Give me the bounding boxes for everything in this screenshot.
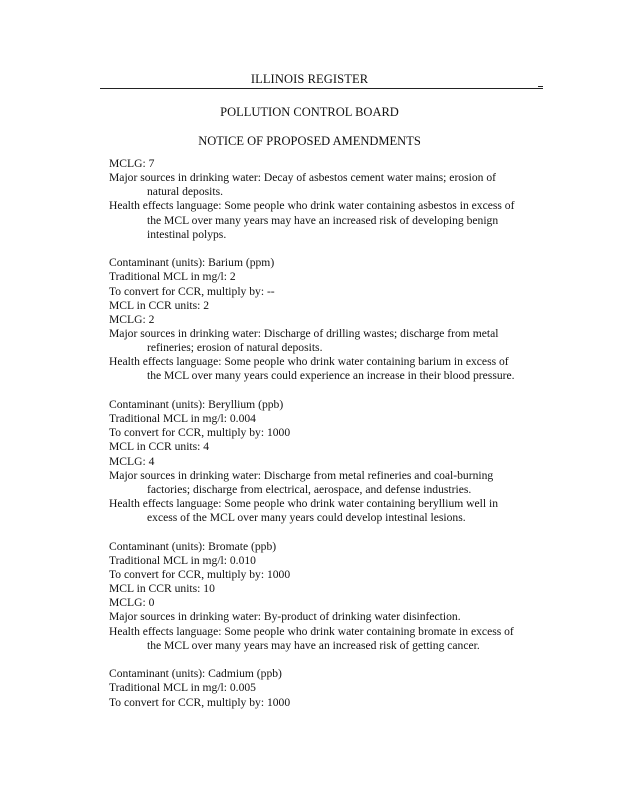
section-gap	[109, 525, 549, 539]
asbestos-sources-line-1: Major sources in drinking water: Decay of asbestos cement water mains; erosion of	[109, 171, 496, 185]
beryllium-ccr-units: MCL in CCR units: 4	[109, 440, 210, 454]
beryllium-contaminant: Contaminant (units): Beryllium (ppb)	[109, 397, 284, 411]
cadmium-convert-factor: To convert for CCR, multiply by: 1000	[109, 695, 291, 709]
barium-contaminant: Contaminant (units): Barium (ppm)	[109, 256, 275, 270]
bromate-convert-factor: To convert for CCR, multiply by: 1000	[109, 567, 291, 581]
beryllium-sources-line-1: Major sources in drinking water: Discharge from metal refineries and coal-burning	[109, 468, 494, 482]
asbestos-health-line-3: intestinal polyps.	[147, 227, 227, 241]
board-heading: POLLUTION CONTROL BOARD	[220, 105, 399, 119]
beryllium-health-line-1: Health effects language: Some people who drink water containing beryllium well in	[109, 497, 499, 511]
bromate-ccr-units: MCL in CCR units: 10	[109, 582, 215, 596]
cadmium-block	[109, 667, 549, 709]
bromate-traditional-mcl: Traditional MCL in mg/l: 0.010	[109, 553, 256, 567]
cadmium-traditional-mcl: Traditional MCL in mg/l: 0.005	[109, 681, 256, 695]
bromate-contaminant: Contaminant (units): Bromate (ppb)	[109, 539, 277, 553]
document-body	[109, 157, 549, 710]
bromate-sources-line-1: Major sources in drinking water: By-product of drinking water disinfection.	[109, 610, 461, 624]
barium-health-line-2: the MCL over many years could experience an increase in their blood pressure.	[147, 369, 515, 383]
bromate-mclg: MCLG: 0	[109, 596, 155, 610]
cadmium-contaminant: Contaminant (units): Cadmium (ppb)	[109, 667, 282, 681]
section-gap	[109, 242, 549, 256]
barium-traditional-mcl: Traditional MCL in mg/l: 2	[109, 270, 236, 284]
barium-block	[109, 256, 549, 383]
beryllium-sources-line-2: factories; discharge from electrical, aerospace, and defense industries.	[147, 482, 472, 496]
barium-convert-factor: To convert for CCR, multiply by: --	[109, 284, 275, 298]
header-rule	[100, 88, 543, 89]
section-gap	[109, 384, 549, 398]
asbestos-mclg: MCLG: 7	[109, 157, 155, 170]
register-title: ILLINOIS REGISTER	[250, 72, 369, 86]
bromate-health-line-1: Health effects language: Some people who drink water containing bromate in excess of	[109, 624, 514, 638]
bromate-health-line-2: the MCL over many years may have an increased risk of getting cancer.	[147, 638, 480, 652]
bromate-block	[109, 540, 549, 653]
section-gap	[109, 653, 549, 667]
header-rule-tick	[538, 86, 543, 87]
beryllium-convert-factor: To convert for CCR, multiply by: 1000	[109, 426, 291, 440]
beryllium-health-line-2: excess of the MCL over many years could develop intestinal lesions.	[147, 511, 466, 525]
asbestos-health-line-1: Health effects language: Some people who drink water containing asbestos in excess of	[109, 199, 515, 213]
notice-heading: NOTICE OF PROPOSED AMENDMENTS	[198, 134, 421, 148]
asbestos-sources-line-2: natural deposits.	[147, 185, 223, 199]
barium-health-line-1: Health effects language: Some people who drink water containing barium in excess of	[109, 355, 509, 369]
barium-sources-line-2: refineries; erosion of natural deposits.	[147, 341, 323, 355]
asbestos-block	[109, 157, 549, 242]
barium-ccr-units: MCL in CCR units: 2	[109, 298, 210, 312]
beryllium-block	[109, 398, 549, 525]
barium-mclg: MCLG: 2	[109, 312, 155, 326]
barium-sources-line-1: Major sources in drinking water: Discharge of drilling wastes; discharge from metal	[109, 327, 499, 341]
beryllium-mclg: MCLG: 4	[109, 454, 155, 468]
beryllium-traditional-mcl: Traditional MCL in mg/l: 0.004	[109, 412, 256, 426]
asbestos-health-line-2: the MCL over many years may have an increased risk of developing benign	[147, 213, 499, 227]
